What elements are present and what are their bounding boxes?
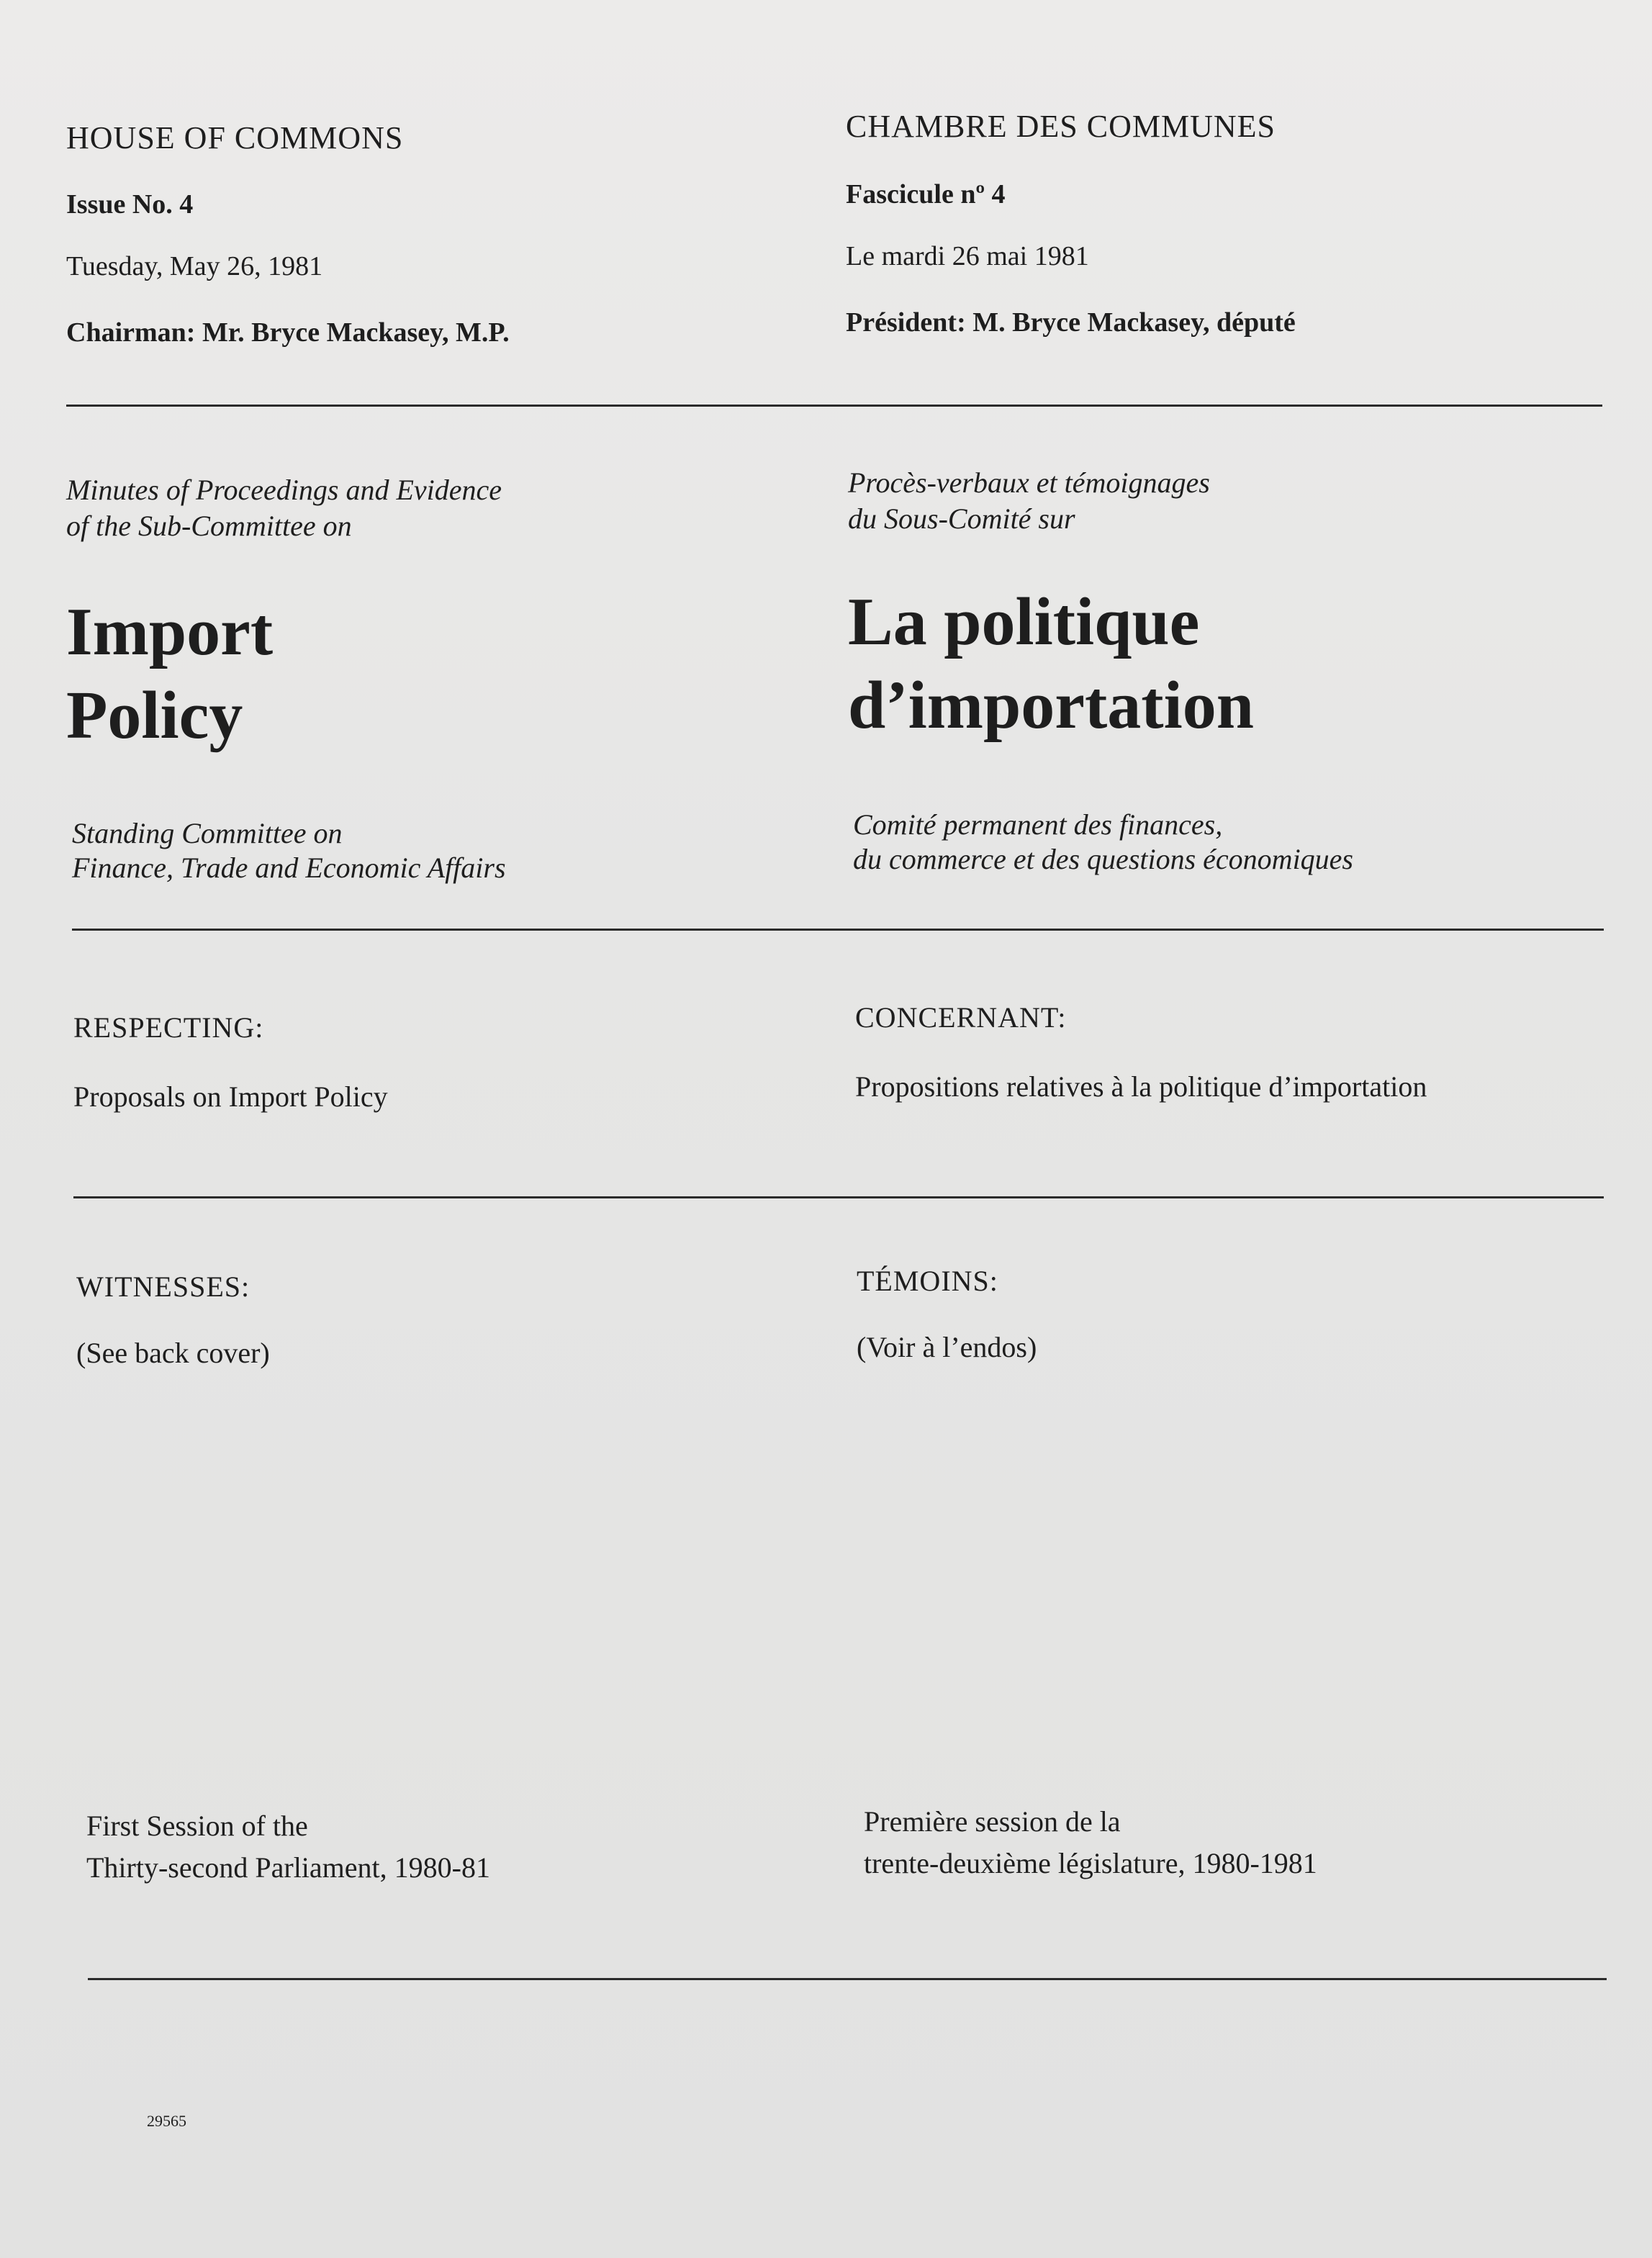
catalogue-number: 29565 xyxy=(147,2112,186,2130)
divider-rule xyxy=(73,1196,1604,1198)
session-line-1-en: First Session of the xyxy=(86,1810,308,1842)
session-en xyxy=(86,1805,821,1889)
respecting-heading: RESPECTING: xyxy=(73,1011,264,1044)
respecting-subject: Proposals on Import Policy xyxy=(73,1080,388,1113)
session-fr xyxy=(864,1801,1627,1884)
minutes-line-2-fr: du Sous-Comité sur xyxy=(848,502,1075,535)
concernant-subject: Propositions relatives à la politique d’importation xyxy=(855,1070,1427,1103)
chairman-en: Chairman: Mr. Bryce Mackasey, M.P. xyxy=(66,317,510,348)
session-line-1-fr: Première session de la xyxy=(864,1805,1121,1838)
subject-title-line-1-en: Import xyxy=(66,595,274,669)
minutes-line-1-en: Minutes of Proceedings and Evidence xyxy=(66,474,502,506)
session-line-2-fr: trente-deuxième législature, 1980-1981 xyxy=(864,1847,1317,1879)
committee-line-1-en: Standing Committee on xyxy=(72,817,343,849)
issue-number-fr: Fascicule nº 4 xyxy=(846,179,1006,209)
minutes-line-2-en: of the Sub-Committee on xyxy=(66,510,352,542)
committee-line-2-fr: du commerce et des questions économiques xyxy=(853,843,1353,875)
committee-name-en xyxy=(72,816,821,885)
committee-line-2-en: Finance, Trade and Economic Affairs xyxy=(72,852,506,884)
house-title-en: HOUSE OF COMMONS xyxy=(66,120,404,155)
issue-number-en: Issue No. 4 xyxy=(66,189,194,220)
house-title-fr: CHAMBRE DES COMMUNES xyxy=(846,109,1276,144)
divider-rule xyxy=(72,929,1604,931)
divider-rule xyxy=(66,405,1602,407)
concernant-heading: CONCERNANT: xyxy=(855,1001,1067,1034)
committee-line-1-fr: Comité permanent des finances, xyxy=(853,808,1223,841)
meeting-date-fr: Le mardi 26 mai 1981 xyxy=(846,241,1089,271)
witnesses-heading: WITNESSES: xyxy=(76,1270,250,1303)
subject-title-fr xyxy=(848,580,1611,747)
witnesses-note: (See back cover) xyxy=(76,1337,270,1369)
chairman-fr: Président: M. Bryce Mackasey, député xyxy=(846,307,1296,338)
divider-rule xyxy=(88,1978,1607,1980)
meeting-date-en: Tuesday, May 26, 1981 xyxy=(66,251,323,281)
minutes-line-1-fr: Procès-verbaux et témoignages xyxy=(848,466,1210,499)
subject-title-line-2-fr: d’importation xyxy=(848,668,1254,743)
session-line-2-en: Thirty-second Parliament, 1980-81 xyxy=(86,1851,490,1884)
subject-title-line-2-en: Policy xyxy=(66,678,243,753)
committee-name-fr xyxy=(853,808,1616,877)
temoins-heading: TÉMOINS: xyxy=(857,1265,998,1297)
subject-title-line-1-fr: La politique xyxy=(848,584,1200,659)
temoins-note: (Voir à l’endos) xyxy=(857,1331,1037,1363)
minutes-heading-fr xyxy=(848,465,1604,537)
subject-title-en xyxy=(66,590,815,757)
minutes-heading-en xyxy=(66,472,815,544)
